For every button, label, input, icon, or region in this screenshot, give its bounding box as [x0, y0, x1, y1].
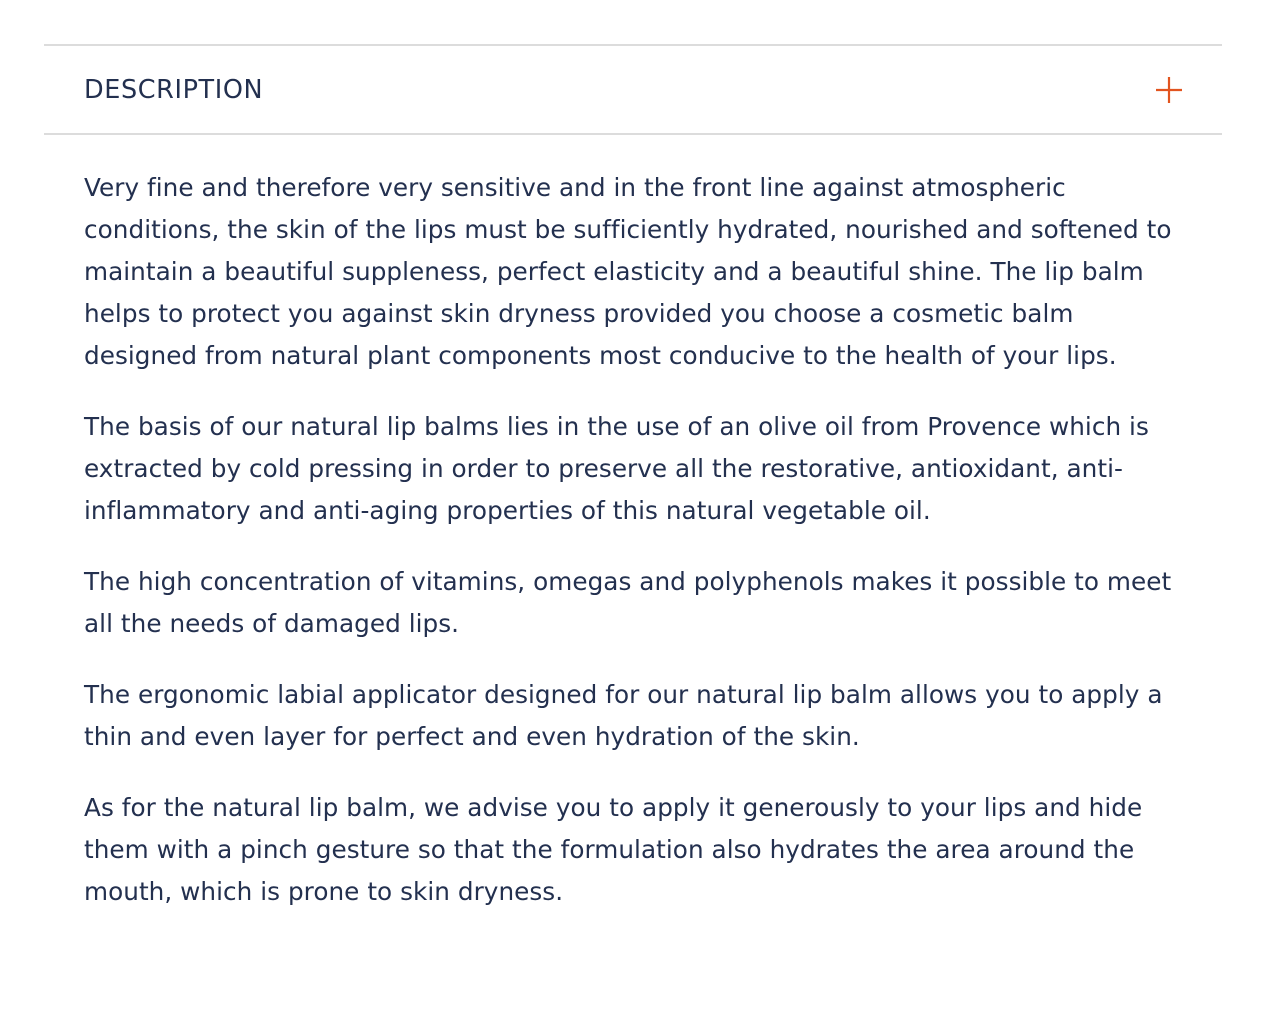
- description-title: DESCRIPTION: [84, 74, 264, 105]
- description-paragraph: As for the natural lip balm, we advise you to apply it generously to your lips and hide them with a pinch gesture so that the formulation also hydrates the area around the mouth, which is prone to skin dryness.: [84, 793, 1143, 906]
- description-paragraph: The ergonomic labial applicator designed for our natural lip balm allows you to apply a thin and even layer for perfect and even hydration of the skin.: [84, 680, 1163, 751]
- plus-icon[interactable]: [1154, 75, 1184, 105]
- description-paragraph: Very fine and therefore very sensitive and in the front line against atmospheric conditions, the skin of the lips must be sufficiently hydrated, nourished and softened to maintain a beautiful suppleness, perfect elasticity and a beautiful shine. The lip balm helps to protect you against skin dryness provided you choose a cosmetic balm designed from natural plant components most conducive to the health of your lips.: [84, 173, 1172, 370]
- description-accordion-header[interactable]: [44, 44, 1222, 135]
- description-paragraph: The high concentration of vitamins, omegas and polyphenols makes it possible to meet all the needs of damaged lips.: [84, 567, 1172, 638]
- description-paragraph: The basis of our natural lip balms lies in the use of an olive oil from Provence which is extracted by cold pressing in order to preserve all the restorative, antioxidant, anti-inflammatory and anti-aging properties of this natural vegetable oil.: [84, 412, 1149, 525]
- description-accordion: [44, 44, 1222, 942]
- description-content: [44, 135, 1222, 913]
